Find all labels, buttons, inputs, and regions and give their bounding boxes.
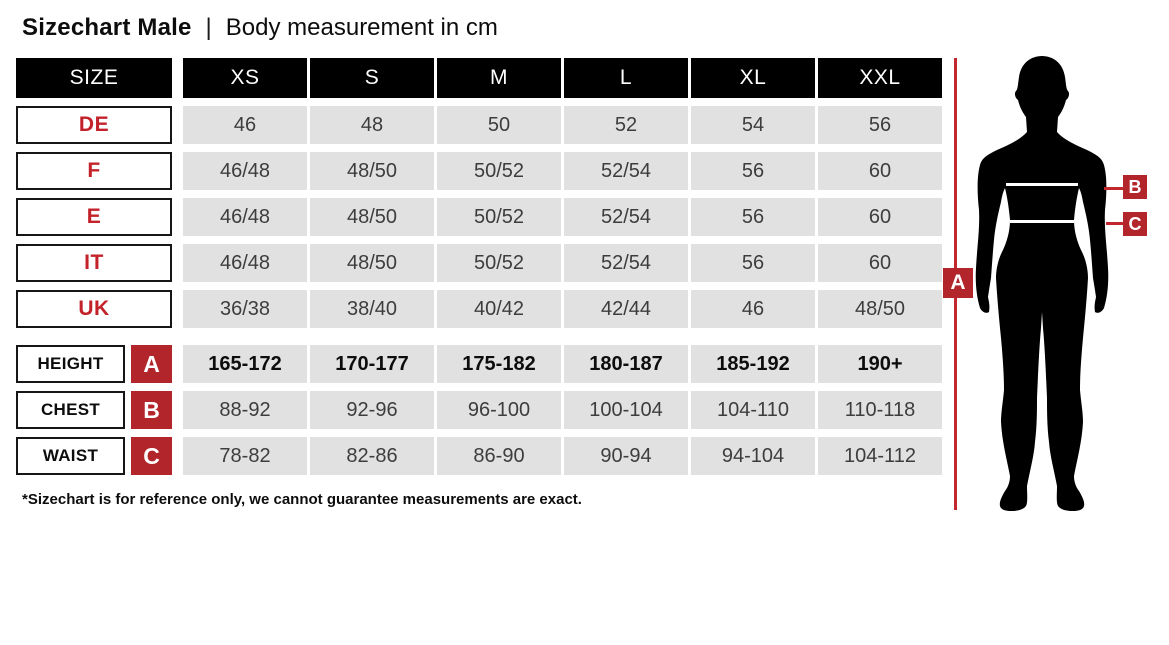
measurement-cell: 180-187 [564, 345, 688, 383]
size-cell: 48/50 [818, 290, 942, 328]
page-subtitle: Body measurement in cm [225, 14, 498, 41]
size-cell: 46 [691, 290, 815, 328]
table-row-e [16, 198, 942, 236]
table-header-row [16, 58, 942, 98]
size-cell: 48/50 [310, 198, 434, 236]
size-cell: 60 [818, 152, 942, 190]
column-header-xs: XS [183, 58, 307, 98]
column-header-m: M [437, 58, 561, 98]
sizechart-table [16, 58, 942, 483]
size-cell: 56 [691, 244, 815, 282]
row-label-height: HEIGHT [16, 345, 125, 383]
measurement-cell: 86-90 [437, 437, 561, 475]
measurement-cell: 82-86 [310, 437, 434, 475]
column-header-s: S [310, 58, 434, 98]
row-label-e: E [16, 198, 172, 236]
size-cell: 56 [818, 106, 942, 144]
size-cell: 50/52 [437, 198, 561, 236]
chest-measure-line [1006, 183, 1078, 186]
size-cell: 52/54 [564, 244, 688, 282]
size-cell: 50 [437, 106, 561, 144]
size-cell: 46 [183, 106, 307, 144]
measurement-cell: 94-104 [691, 437, 815, 475]
row-label-it: IT [16, 244, 172, 282]
size-cell: 52 [564, 106, 688, 144]
measurement-cell: 190+ [818, 345, 942, 383]
size-cell: 42/44 [564, 290, 688, 328]
size-cell: 48 [310, 106, 434, 144]
row-label-f: F [16, 152, 172, 190]
footnote: *Sizechart is for reference only, we cannot guarantee measurements are exact. [22, 491, 582, 508]
marker-c-connector [1106, 222, 1123, 225]
marker-c-badge: C [131, 437, 172, 475]
measurement-cell: 88-92 [183, 391, 307, 429]
table-row-de [16, 106, 942, 144]
body-figure [935, 50, 1165, 530]
measurement-cell: 100-104 [564, 391, 688, 429]
size-cell: 56 [691, 198, 815, 236]
measurement-cell: 175-182 [437, 345, 561, 383]
size-cell: 46/48 [183, 152, 307, 190]
row-label-waist: WAIST [16, 437, 125, 475]
column-header-size: SIZE [16, 58, 172, 98]
measurement-cell: 104-112 [818, 437, 942, 475]
measurement-label-group [16, 345, 172, 383]
marker-a-label: A [943, 268, 973, 298]
size-cell: 50/52 [437, 244, 561, 282]
size-cell: 36/38 [183, 290, 307, 328]
size-cell: 46/48 [183, 244, 307, 282]
measurement-cell: 165-172 [183, 345, 307, 383]
marker-b-badge: B [131, 391, 172, 429]
waist-measure-line [1010, 220, 1074, 223]
size-cell: 56 [691, 152, 815, 190]
page-header [22, 13, 498, 43]
measurement-cell: 78-82 [183, 437, 307, 475]
measurement-cell: 170-177 [310, 345, 434, 383]
title-separator: | [205, 14, 212, 41]
measurement-cell: 90-94 [564, 437, 688, 475]
table-row-waist [16, 437, 942, 475]
measurement-cell: 185-192 [691, 345, 815, 383]
table-row-chest [16, 391, 942, 429]
column-header-l: L [564, 58, 688, 98]
table-row-uk [16, 290, 942, 328]
column-header-xxl: XXL [818, 58, 942, 98]
table-row-it [16, 244, 942, 282]
row-label-uk: UK [16, 290, 172, 328]
measurement-cell: 110-118 [818, 391, 942, 429]
size-cell: 48/50 [310, 152, 434, 190]
column-header-xl: XL [691, 58, 815, 98]
size-cell: 46/48 [183, 198, 307, 236]
size-cell: 52/54 [564, 198, 688, 236]
table-row-height [16, 345, 942, 383]
marker-c-label: C [1123, 212, 1147, 236]
size-cell: 60 [818, 244, 942, 282]
row-label-de: DE [16, 106, 172, 144]
measurement-label-group [16, 437, 172, 475]
size-cell: 54 [691, 106, 815, 144]
size-cell: 60 [818, 198, 942, 236]
marker-b-label: B [1123, 175, 1147, 199]
measurement-label-group [16, 391, 172, 429]
size-cell: 40/42 [437, 290, 561, 328]
size-cell: 50/52 [437, 152, 561, 190]
size-cell: 48/50 [310, 244, 434, 282]
row-label-chest: CHEST [16, 391, 125, 429]
table-row-f [16, 152, 942, 190]
page-title: Sizechart Male [22, 14, 192, 41]
measurement-cell: 92-96 [310, 391, 434, 429]
marker-b-connector [1104, 187, 1123, 190]
size-cell: 38/40 [310, 290, 434, 328]
size-cell: 52/54 [564, 152, 688, 190]
marker-a-badge: A [131, 345, 172, 383]
measurement-cell: 104-110 [691, 391, 815, 429]
measurement-cell: 96-100 [437, 391, 561, 429]
